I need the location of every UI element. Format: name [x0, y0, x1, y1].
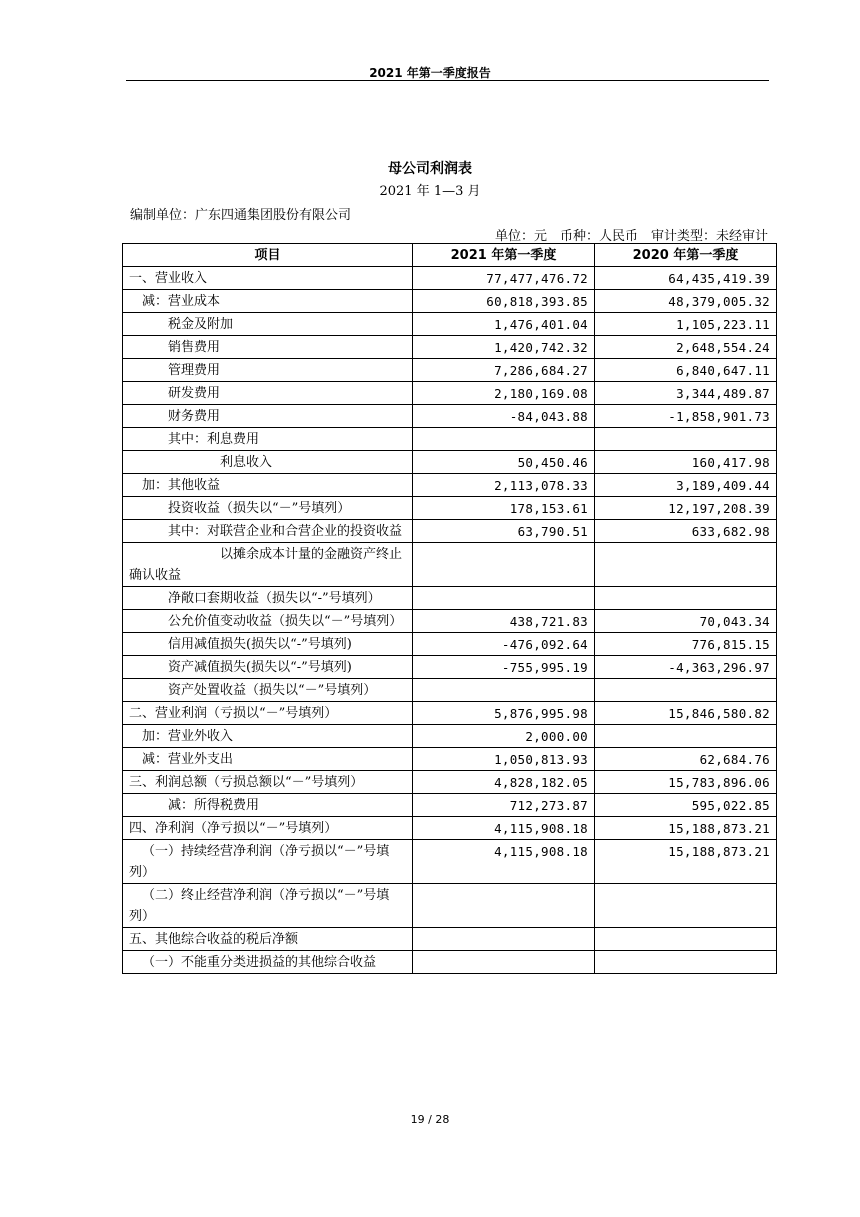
row-label: 加：营业外收入 — [123, 725, 413, 748]
column-header-prior: 2020 年第一季度 — [595, 244, 777, 267]
prior-period-value: 15,783,896.06 — [595, 771, 777, 794]
row-label: 资产减值损失(损失以“-”号填列) — [123, 656, 413, 679]
table-row — [123, 405, 777, 428]
current-period-value: 4,115,908.18 — [413, 817, 595, 840]
table-row — [123, 428, 777, 451]
table-row — [123, 656, 777, 679]
prior-period-value: 15,846,580.82 — [595, 702, 777, 725]
current-period-value: 2,113,078.33 — [413, 474, 595, 497]
page-number: 19 / 28 — [410, 1113, 450, 1126]
table-row — [123, 520, 777, 543]
prior-period-value: -1,858,901.73 — [595, 405, 777, 428]
prior-period-value: 633,682.98 — [595, 520, 777, 543]
current-period-value — [413, 951, 595, 974]
statement-title: 母公司利润表 — [388, 161, 472, 177]
table-row — [123, 725, 777, 748]
table-row — [123, 336, 777, 359]
table-row — [123, 610, 777, 633]
table-row — [123, 451, 777, 474]
column-header-current: 2021 年第一季度 — [413, 244, 595, 267]
table-header-row — [123, 244, 777, 267]
prior-period-value — [595, 587, 777, 610]
prior-period-value — [595, 679, 777, 702]
table-row — [123, 313, 777, 336]
current-period-value: 438,721.83 — [413, 610, 595, 633]
current-period-value: -84,043.88 — [413, 405, 595, 428]
current-period-value: 5,876,995.98 — [413, 702, 595, 725]
current-period-value: 2,180,169.08 — [413, 382, 595, 405]
table-row — [123, 497, 777, 520]
row-label: 净敞口套期收益（损失以“-”号填列） — [123, 587, 413, 610]
compiler-line: 编制单位：广东四通集团股份有限公司 — [130, 208, 352, 223]
prior-period-value: 62,684.76 — [595, 748, 777, 771]
current-period-value: 712,273.87 — [413, 794, 595, 817]
row-label: 其中：对联营企业和合营企业的投资收益 — [123, 520, 413, 543]
prior-period-value — [595, 928, 777, 951]
current-period-value: -755,995.19 — [413, 656, 595, 679]
current-period-value: 63,790.51 — [413, 520, 595, 543]
current-period-value: -476,092.64 — [413, 633, 595, 656]
row-label: 信用减值损失(损失以“-”号填列) — [123, 633, 413, 656]
row-label: （二）终止经营净利润（净亏损以“－”号填列） — [123, 884, 413, 928]
table-row — [123, 587, 777, 610]
row-label: 五、其他综合收益的税后净额 — [123, 928, 413, 951]
current-period-value: 60,818,393.85 — [413, 290, 595, 313]
prior-period-value — [595, 543, 777, 587]
current-period-value: 1,476,401.04 — [413, 313, 595, 336]
current-period-value: 77,477,476.72 — [413, 267, 595, 290]
current-period-value: 7,286,684.27 — [413, 359, 595, 382]
row-label: 其中：利息费用 — [123, 428, 413, 451]
row-label: 销售费用 — [123, 336, 413, 359]
table-row — [123, 794, 777, 817]
row-label: 管理费用 — [123, 359, 413, 382]
table-row — [123, 884, 777, 928]
current-period-value: 178,153.61 — [413, 497, 595, 520]
current-period-value — [413, 679, 595, 702]
current-period-value: 50,450.46 — [413, 451, 595, 474]
row-label: 四、净利润（净亏损以“－”号填列） — [123, 817, 413, 840]
table-row — [123, 679, 777, 702]
row-label: 投资收益（损失以“－”号填列） — [123, 497, 413, 520]
prior-period-value: 595,022.85 — [595, 794, 777, 817]
current-period-value: 1,420,742.32 — [413, 336, 595, 359]
current-period-value: 4,828,182.05 — [413, 771, 595, 794]
page-header: 2021 年第一季度报告 — [369, 66, 491, 80]
prior-period-value: 3,189,409.44 — [595, 474, 777, 497]
prior-period-value — [595, 884, 777, 928]
table-row — [123, 290, 777, 313]
prior-period-value: 1,105,223.11 — [595, 313, 777, 336]
current-period-value: 2,000.00 — [413, 725, 595, 748]
column-header-item: 项目 — [123, 244, 413, 267]
row-label: 三、利润总额（亏损总额以“－”号填列） — [123, 771, 413, 794]
table-row — [123, 817, 777, 840]
prior-period-value: 6,840,647.11 — [595, 359, 777, 382]
header-rule — [126, 80, 769, 81]
prior-period-value — [595, 428, 777, 451]
current-period-value — [413, 884, 595, 928]
prior-period-value: 15,188,873.21 — [595, 817, 777, 840]
prior-period-value: 776,815.15 — [595, 633, 777, 656]
row-label: 一、营业收入 — [123, 267, 413, 290]
table-row — [123, 633, 777, 656]
table-row — [123, 543, 777, 587]
table-row — [123, 267, 777, 290]
prior-period-value — [595, 951, 777, 974]
prior-period-value — [595, 725, 777, 748]
table-row — [123, 474, 777, 497]
current-period-value: 4,115,908.18 — [413, 840, 595, 884]
row-label: 以摊余成本计量的金融资产终止确认收益 — [123, 543, 413, 587]
row-label: 加：其他收益 — [123, 474, 413, 497]
table-row — [123, 928, 777, 951]
row-label: （一）不能重分类进损益的其他综合收益 — [123, 951, 413, 974]
row-label: 税金及附加 — [123, 313, 413, 336]
row-label: （一）持续经营净利润（净亏损以“－”号填列） — [123, 840, 413, 884]
row-label: 财务费用 — [123, 405, 413, 428]
prior-period-value: -4,363,296.97 — [595, 656, 777, 679]
row-label: 研发费用 — [123, 382, 413, 405]
table-row — [123, 840, 777, 884]
row-label: 减：所得税费用 — [123, 794, 413, 817]
unit-currency-audit-line: 单位：元 币种：人民币 审计类型：未经审计 — [494, 229, 768, 244]
current-period-value — [413, 428, 595, 451]
table-row — [123, 702, 777, 725]
prior-period-value: 3,344,489.87 — [595, 382, 777, 405]
statement-period: 2021 年 1—3 月 — [379, 184, 481, 199]
prior-period-value: 48,379,005.32 — [595, 290, 777, 313]
table-row — [123, 771, 777, 794]
table-row — [123, 748, 777, 771]
current-period-value — [413, 587, 595, 610]
table-row — [123, 382, 777, 405]
prior-period-value: 15,188,873.21 — [595, 840, 777, 884]
current-period-value — [413, 928, 595, 951]
table-row — [123, 951, 777, 974]
row-label: 二、营业利润（亏损以“－”号填列） — [123, 702, 413, 725]
prior-period-value: 2,648,554.24 — [595, 336, 777, 359]
prior-period-value: 70,043.34 — [595, 610, 777, 633]
row-label: 利息收入 — [123, 451, 413, 474]
row-label: 减：营业成本 — [123, 290, 413, 313]
row-label: 减：营业外支出 — [123, 748, 413, 771]
income-statement-table — [122, 243, 777, 974]
current-period-value: 1,050,813.93 — [413, 748, 595, 771]
current-period-value — [413, 543, 595, 587]
row-label: 资产处置收益（损失以“－”号填列） — [123, 679, 413, 702]
prior-period-value: 12,197,208.39 — [595, 497, 777, 520]
prior-period-value: 160,417.98 — [595, 451, 777, 474]
table-row — [123, 359, 777, 382]
row-label: 公允价值变动收益（损失以“－”号填列） — [123, 610, 413, 633]
prior-period-value: 64,435,419.39 — [595, 267, 777, 290]
